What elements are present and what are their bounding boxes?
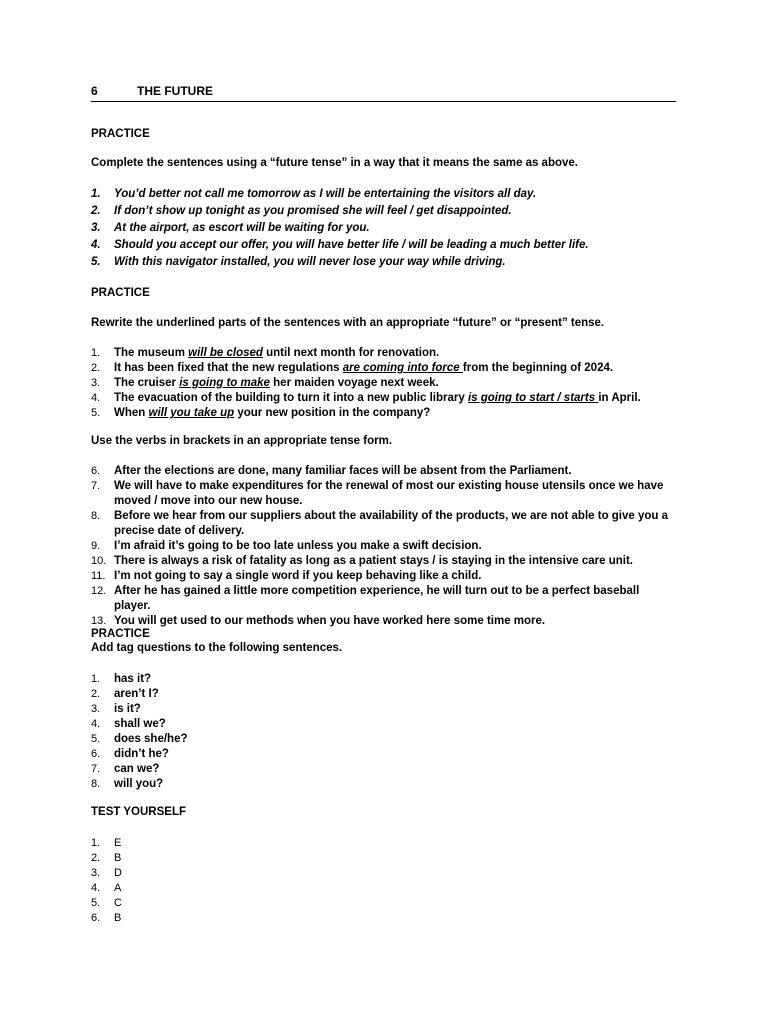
item-text: You’d better not call me tomorrow as I will be entertaining the visitors all day. xyxy=(114,188,537,200)
list-item xyxy=(91,569,676,584)
item-text: If don’t show up tonight as you promised she will feel / get disappointed. xyxy=(114,205,512,217)
item-number: 3. xyxy=(91,222,101,234)
list-item xyxy=(91,554,676,569)
item-text: can we? xyxy=(114,763,160,775)
list-item xyxy=(91,479,676,509)
item-number: 7. xyxy=(91,763,101,775)
list-item xyxy=(91,717,676,732)
item-number: 1. xyxy=(91,673,101,685)
item-text: is it? xyxy=(114,703,141,715)
item-number: 1. xyxy=(91,837,101,849)
list-item xyxy=(91,702,676,717)
item-number: 3. xyxy=(91,377,101,389)
item-text: aren’t I? xyxy=(114,688,159,700)
answer-list-3 xyxy=(91,464,676,629)
item-number: 4. xyxy=(91,718,101,730)
item-text: You will get used to our methods when you have worked here some time more. xyxy=(114,615,546,627)
answer-list-4 xyxy=(91,672,676,792)
list-item xyxy=(91,391,676,406)
page-header xyxy=(91,84,676,102)
item-text: didn’t he? xyxy=(114,748,169,760)
list-item xyxy=(91,584,676,614)
list-item xyxy=(91,777,676,792)
section-instruction-1: Complete the sentences using a “future tense” in a way that it means the same as above. xyxy=(91,157,578,169)
item-number: 6. xyxy=(91,912,101,924)
item-text: I’m afraid it’s going to be too late unless you make a swift decision. xyxy=(114,540,482,552)
item-number: 6. xyxy=(91,748,101,760)
item-text: Before we hear from our suppliers about the availability of the products, we are not able to give you a precise date of delivery. xyxy=(114,510,669,537)
item-number: 4. xyxy=(91,882,101,894)
underlined-answer: will be closed xyxy=(188,347,263,359)
list-item xyxy=(91,539,676,554)
answer-list-5 xyxy=(91,836,676,926)
chapter-title: THE FUTURE xyxy=(137,84,213,98)
item-text: With this navigator installed, you will never lose your way while driving. xyxy=(114,256,506,268)
item-text: does she/he? xyxy=(114,733,188,745)
item-number: 9. xyxy=(91,540,101,552)
item-number: 2. xyxy=(91,852,101,864)
item-number: 3. xyxy=(91,867,101,879)
list-item xyxy=(91,376,676,391)
list-item xyxy=(91,687,676,702)
section-heading-practice-3: PRACTICE xyxy=(91,628,150,640)
section-heading-practice-1: PRACTICE xyxy=(91,128,150,140)
item-number: 1. xyxy=(91,347,101,359)
section-instruction-2: Rewrite the underlined parts of the sentences with an appropriate “future” or “present” tense. xyxy=(91,317,605,329)
answer-list-2 xyxy=(91,346,676,421)
list-item xyxy=(91,881,676,896)
item-number: 13. xyxy=(91,615,107,627)
item-number: 10. xyxy=(91,555,107,567)
section-heading-test-yourself: TEST YOURSELF xyxy=(91,806,186,818)
list-item xyxy=(91,361,676,376)
list-item xyxy=(91,186,676,203)
item-text: B xyxy=(114,852,122,864)
item-text: At the airport, as escort will be waiting for you. xyxy=(114,222,370,234)
item-number: 7. xyxy=(91,480,101,492)
underlined-answer: is going to start / starts xyxy=(467,392,599,404)
item-text: We will have to make expenditures for the renewal of most our existing house utensils once we have moved / move into our new house. xyxy=(114,480,664,507)
item-text: A xyxy=(114,882,122,894)
item-text: C xyxy=(114,897,122,909)
item-text: E xyxy=(114,837,122,849)
item-text: After he has gained a little more competition experience, he will turn out to be a perfect baseball player. xyxy=(114,585,640,612)
item-number: 4. xyxy=(91,392,101,404)
item-number: 4. xyxy=(91,239,101,251)
answer-list-1 xyxy=(91,186,676,271)
item-number: 11. xyxy=(91,570,106,582)
document-page xyxy=(91,84,676,924)
section-instruction-3: Use the verbs in brackets in an appropriate tense form. xyxy=(91,435,393,447)
list-item xyxy=(91,672,676,687)
item-text: There is always a risk of fatality as long as a patient stays / is staying in the intensive care unit. xyxy=(114,555,633,567)
item-number: 8. xyxy=(91,778,101,790)
list-item xyxy=(91,836,676,851)
chapter-number: 6 xyxy=(91,84,98,98)
item-number: 2. xyxy=(91,205,101,217)
item-text: The cruiser is going to make her maiden voyage next week. xyxy=(114,377,439,389)
item-number: 5. xyxy=(91,733,101,745)
item-text: has it? xyxy=(114,673,152,685)
item-text: B xyxy=(114,912,122,924)
item-text: shall we? xyxy=(114,718,166,730)
list-item xyxy=(91,747,676,762)
section-heading-practice-2: PRACTICE xyxy=(91,287,150,299)
item-text: will you? xyxy=(114,778,164,790)
item-text: It has been fixed that the new regulations are coming into force from the beginning of 2024. xyxy=(114,362,614,374)
item-text: When will you take up your new position in the company? xyxy=(114,407,431,419)
item-text: The museum will be closed until next month for renovation. xyxy=(114,347,440,359)
item-text: The evacuation of the building to turn it into a new public library is going to start / starts in April. xyxy=(114,392,641,404)
list-item xyxy=(91,896,676,911)
list-item xyxy=(91,911,676,926)
list-item xyxy=(91,732,676,747)
item-number: 6. xyxy=(91,465,101,477)
underlined-answer: will you take up xyxy=(148,407,235,419)
item-number: 2. xyxy=(91,362,101,374)
item-text: After the elections are done, many familiar faces will be absent from the Parliament. xyxy=(114,465,572,477)
list-item xyxy=(91,237,676,254)
list-item xyxy=(91,203,676,220)
section-instruction-4: Add tag questions to the following sentences. xyxy=(91,642,343,654)
item-number: 8. xyxy=(91,510,101,522)
item-number: 1. xyxy=(91,188,101,200)
item-text: D xyxy=(114,867,122,879)
item-number: 5. xyxy=(91,897,101,909)
list-item xyxy=(91,464,676,479)
item-text: Should you accept our offer, you will have better life / will be leading a much better life. xyxy=(114,239,589,251)
underlined-answer: is going to make xyxy=(179,377,270,389)
list-item xyxy=(91,866,676,881)
list-item xyxy=(91,509,676,539)
item-number: 2. xyxy=(91,688,101,700)
item-number: 12. xyxy=(91,585,107,597)
item-number: 3. xyxy=(91,703,101,715)
list-item xyxy=(91,851,676,866)
list-item xyxy=(91,220,676,237)
list-item xyxy=(91,762,676,777)
list-item xyxy=(91,346,676,361)
list-item xyxy=(91,614,676,629)
item-text: I’m not going to say a single word if you keep behaving like a child. xyxy=(114,570,482,582)
list-item xyxy=(91,254,676,271)
list-item xyxy=(91,406,676,421)
item-number: 5. xyxy=(91,256,101,268)
item-number: 5. xyxy=(91,407,101,419)
underlined-answer: are coming into force xyxy=(342,362,463,374)
